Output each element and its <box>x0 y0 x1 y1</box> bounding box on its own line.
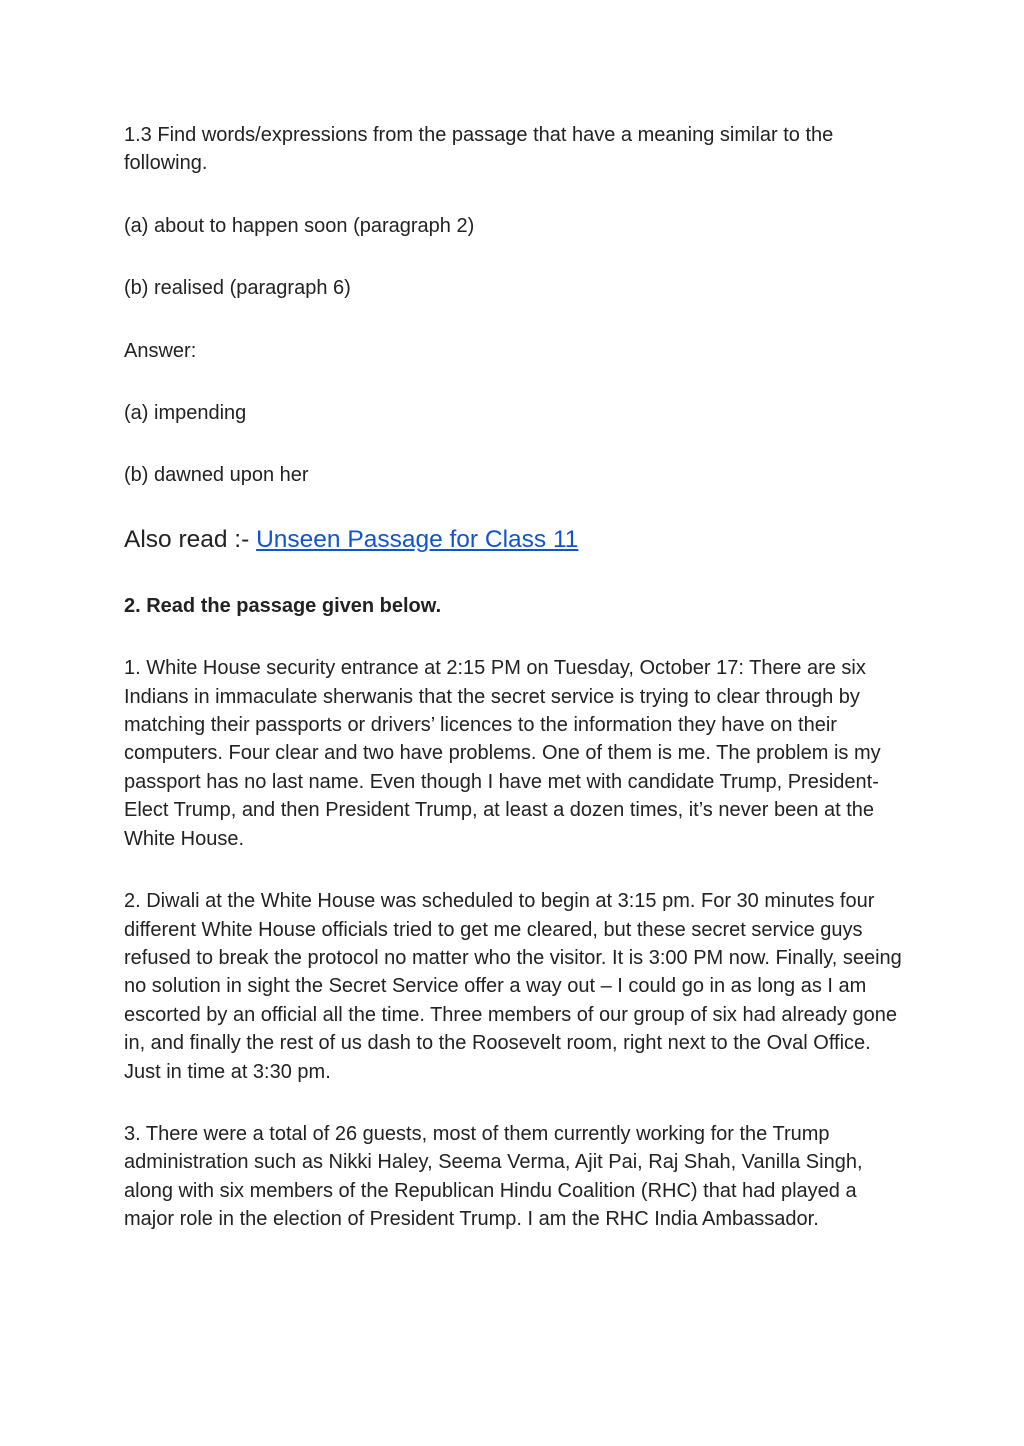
also-read-line <box>124 524 904 556</box>
question-1-3-prompt: 1.3 Find words/expressions from the passage that have a meaning similar to the following. <box>124 124 834 175</box>
question-item-a: (a) about to happen soon (paragraph 2) <box>124 214 475 237</box>
unseen-passage-link[interactable]: Unseen Passage for Class 11 <box>256 525 579 553</box>
passage-paragraph-1: 1. White House security entrance at 2:15 PM on Tuesday, October 17: There are six Indians in immaculate sherwanis that the secret service is trying to clear through by matching their passports or drivers’ licences to the information they have on their computers. Four clear and two have problems. One of them is me. The problem is my passport has no last name. Even though I have met with candidate Trump, President-Elect Trump, and then President Trump, at least a dozen times, it’s never been at the White House. <box>124 657 881 850</box>
passage-paragraph-2: 2. Diwali at the White House was scheduled to begin at 3:15 pm. For 30 minutes four different White House officials tried to get me cleared, but these secret service guys refused to break the protocol no matter who the visitor. It is 3:00 PM now. Finally, seeing no solution in sight the Secret Service offer a way out – I could go in as long as I am escorted by an official all the time. Three members of our group of six had already gone in, and finally the rest of us dash to the Roosevelt room, right next to the Oval Office. Just in time at 3:30 pm. <box>124 890 902 1083</box>
answer-b: (b) dawned upon her <box>124 464 309 487</box>
question-item-b: (b) realised (paragraph 6) <box>124 277 351 300</box>
section-2-heading: 2. Read the passage given below. <box>124 594 442 617</box>
passage-paragraph-3: 3. There were a total of 26 guests, most of them currently working for the Trump administration such as Nikki Haley, Seema Verma, Ajit Pai, Raj Shah, Vanilla Singh, along with six members of the Republican Hindu Coalition (RHC) that had played a major role in the election of President Trump. I am the RHC India Ambassador. <box>124 1122 863 1231</box>
document-page <box>124 121 904 1268</box>
also-read-prefix: Also read :- <box>124 525 257 553</box>
answer-label: Answer: <box>124 339 197 362</box>
answer-a: (a) impending <box>124 402 247 425</box>
